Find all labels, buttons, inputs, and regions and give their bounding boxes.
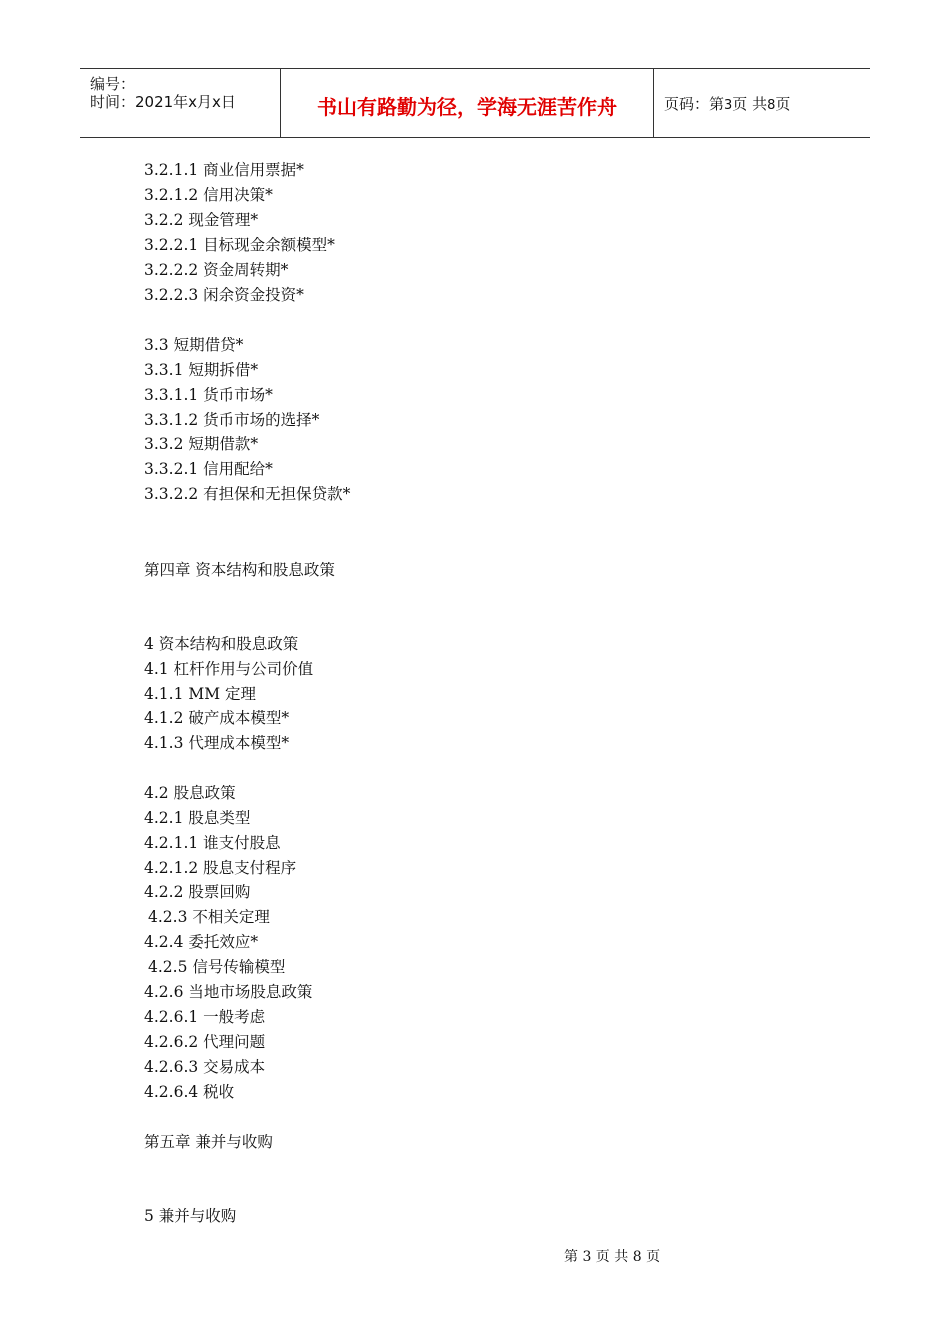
header-motto-cell [281,69,654,137]
toc-line: 4.1 杠杆作用与公司价值 [144,660,314,678]
toc-line: 3.2.2 现金管理* [144,211,259,229]
toc-line: 4.1.2 破产成本模型* [144,709,290,727]
toc-line: 4.2.1.2 股息支付程序 [144,859,297,877]
page-number-info [664,93,790,114]
toc-line: 3.3.1 短期拆借* [144,361,259,379]
page-header [80,68,870,138]
toc-line: 4.2.6.1 一般考虑 [144,1008,266,1026]
toc-line: 3.3.1.1 货币市场* [144,386,273,404]
chapter-heading: 第四章 资本结构和股息政策 [144,561,335,579]
time-label: 时间：2021年x月x日 [90,93,236,111]
toc-line: 3.3.1.2 货币市场的选择* [144,411,320,429]
toc-line: 4.2.5 信号传输模型 [148,958,286,976]
chapter-heading: 第五章 兼并与收购 [144,1133,273,1151]
toc-line: 3.2.2.1 目标现金余额模型* [144,236,335,254]
toc-line: 3.2.2.2 资金周转期* [144,261,289,279]
page-prefix: 页码：第 [664,95,725,113]
motto-text: 书山有路勤为径，学海无涯苦作舟 [317,95,617,119]
toc-line: 4.2.6.3 交易成本 [144,1058,266,1076]
toc-line: 4 资本结构和股息政策 [144,635,299,653]
toc-line: 5 兼并与收购 [144,1207,237,1225]
page-footer: 第 3 页 共 8 页 [564,1249,661,1265]
toc-line: 4.2.6.4 税收 [144,1083,235,1101]
toc-line: 3.3.2 短期借款* [144,435,259,453]
toc-line: 4.2.3 不相关定理 [148,908,270,926]
page-total: 8 [767,98,776,113]
toc-line: 4.2.2 股票回购 [144,883,251,901]
toc-line: 3.3 短期借贷* [144,336,244,354]
number-label: 编号： [90,75,136,93]
toc-line: 4.1.3 代理成本模型* [144,734,290,752]
toc-line: 3.2.1.2 信用决策* [144,186,273,204]
toc-line: 3.3.2.1 信用配给* [144,460,273,478]
toc-line: 4.2.1 股息类型 [144,809,251,827]
toc-line: 3.2.2.3 闲余资金投资* [144,286,304,304]
page-suffix: 页 [775,95,791,113]
toc-line: 4.2.6 当地市场股息政策 [144,983,313,1001]
toc-line: 4.2.4 委托效应* [144,933,259,951]
toc-line: 4.2.1.1 谁支付股息 [144,834,281,852]
toc-line: 4.2.6.2 代理问题 [144,1033,266,1051]
header-info-cell [80,69,281,137]
page-mid: 页 共 [732,95,768,113]
toc-line: 3.2.1.1 商业信用票据* [144,161,304,179]
toc-line: 4.2 股息政策 [144,784,236,802]
toc-line: 3.3.2.2 有担保和无担保贷款* [144,485,351,503]
page-current: 3 [724,98,733,113]
toc-line: 4.1.1 MM 定理 [144,685,257,703]
header-page-cell [654,69,870,137]
